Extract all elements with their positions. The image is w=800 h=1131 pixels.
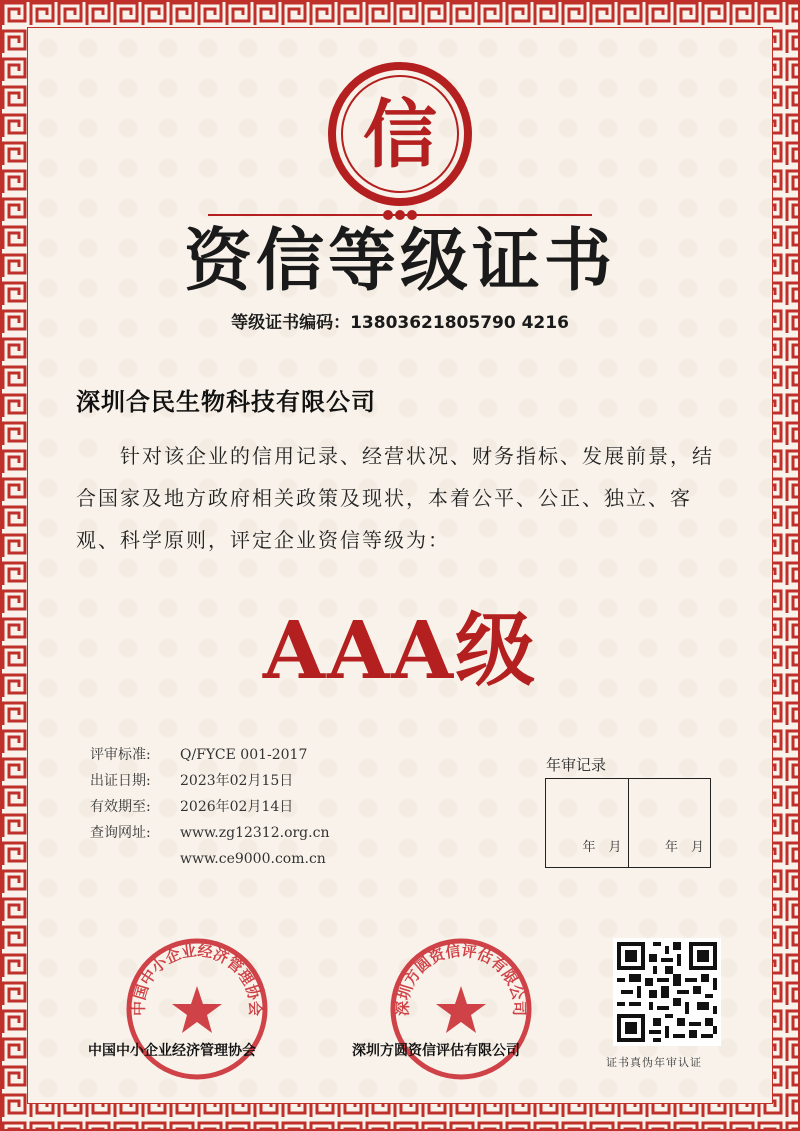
- standard-label: 评审标准:: [90, 747, 151, 763]
- query-url-2[interactable]: www.ce9000.com.cn: [180, 851, 326, 867]
- annual-review-cell: [546, 779, 628, 867]
- query-url-1[interactable]: www.zg12312.org.cn: [180, 825, 330, 841]
- stamp-1-text: 中国中小企业经济管理协会: [129, 941, 265, 1017]
- assessment-paragraph: 针对该企业的信用记录、经营状况、财务指标、发展前景，结合国家及地方政府相关政策及现状，本着公平、公正、独立、客观、科学原则，评定企业资信等级为：: [76, 444, 714, 552]
- issuing-org-2: 深圳方圆资信评估有限公司: [352, 1043, 520, 1059]
- standard-row: [90, 742, 329, 768]
- valid-until-row: [90, 794, 329, 820]
- standard-value: Q/FYCE 001-2017: [180, 747, 308, 763]
- issue-date-label: 出证日期:: [90, 773, 151, 789]
- rating-company-stamp-icon: [386, 934, 536, 1084]
- certificate-title: 资信等级证书: [183, 221, 616, 301]
- annual-review-title: 年审记录: [546, 756, 607, 774]
- query-url-row: [90, 820, 329, 846]
- valid-until-label: 有效期至:: [90, 799, 151, 815]
- stamp-2-text: 深圳方圆资信评估有限公司: [393, 941, 529, 1017]
- certificate-code: 等级证书编码：13803621805790 4216: [231, 313, 569, 333]
- issuing-org-1: 中国中小企业经济管理协会: [88, 1043, 256, 1059]
- association-stamp-icon: [122, 934, 272, 1084]
- annual-review-cell: [628, 779, 711, 867]
- qr-caption: 证书真伪年审认证: [606, 1056, 702, 1069]
- certificate-info: [90, 742, 329, 872]
- issue-date-value: 2023年02月15日: [180, 773, 294, 789]
- annual-review-box: [545, 778, 711, 868]
- issue-date-row: [90, 768, 329, 794]
- seal-char: 信: [363, 92, 437, 178]
- query-url-label: 查询网址:: [90, 825, 151, 841]
- company-name: 深圳合民生物科技有限公司: [76, 388, 376, 416]
- annual-review-date-2: 年 月: [664, 840, 704, 855]
- credit-seal-icon: [326, 60, 474, 208]
- valid-until-value: 2026年02月14日: [180, 799, 294, 815]
- query-url-row-2: [90, 846, 329, 872]
- annual-review-date-1: 年 月: [582, 840, 622, 855]
- qr-code-icon[interactable]: [613, 938, 721, 1046]
- credit-grade: AAA级: [262, 603, 538, 697]
